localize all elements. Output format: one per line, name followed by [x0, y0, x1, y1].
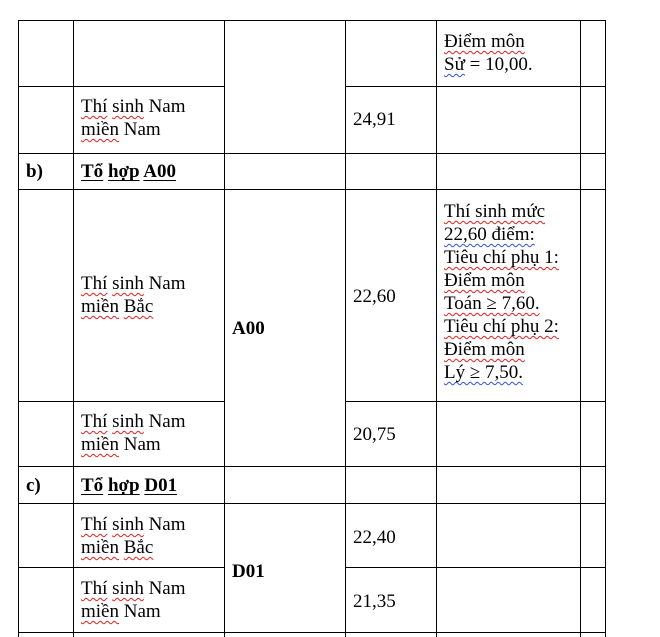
grid-line [345, 401, 606, 402]
candidate-label: Thí sinh Nam miền Nam [81, 578, 186, 622]
grid-line [345, 20, 346, 637]
grid-line [18, 401, 225, 402]
grid-line [18, 189, 606, 190]
grid-line [18, 503, 606, 504]
score-value: 24,91 [353, 109, 396, 130]
grid-line [18, 632, 606, 633]
grid-line [18, 466, 606, 467]
tiebreak-note: Thí sinh mức 22,60 điểm: Tiêu chí phụ 1: Điểm môn Toán ≥ 7,60. Tiêu chí phụ 2: Điểm môn Lý ≥ 7,50. [444, 201, 559, 383]
candidate-label: Thí sinh Nam miền Nam [81, 411, 186, 455]
note-text: = 10,00. [464, 54, 533, 75]
grid-line [605, 20, 606, 637]
candidate-label: Thí sinh Nam miền Bắc [81, 273, 186, 317]
grid-line [580, 20, 581, 637]
note-text: Sử [444, 54, 465, 75]
note-text: Điểm môn [444, 31, 525, 52]
grid-line [345, 567, 606, 568]
grid-line [224, 20, 225, 637]
score-value: 21,35 [353, 591, 396, 612]
grid-line [18, 567, 225, 568]
section-label: c) [26, 475, 41, 496]
grid-line [18, 20, 606, 21]
section-title: Tổ hợp D01 [81, 475, 178, 496]
section-title: Tổ hợp A00 [81, 161, 177, 182]
grid-line [18, 86, 225, 87]
grid-line [345, 86, 606, 87]
grid-line [18, 153, 606, 154]
subject-group: A00 [232, 318, 265, 339]
candidate-label: Thí sinh Nam miền Bắc [81, 514, 186, 558]
tiebreak-note [444, 30, 533, 76]
grid-line [436, 20, 437, 637]
subject-group: D01 [232, 561, 265, 582]
score-value: 22,40 [353, 527, 396, 548]
candidate-label: Thí sinh Nam miền Nam [81, 96, 186, 140]
grid-line [73, 20, 74, 637]
grid-line [18, 20, 19, 637]
score-value: 20,75 [353, 424, 396, 445]
section-label: b) [26, 161, 43, 182]
score-value: 22,60 [353, 286, 396, 307]
